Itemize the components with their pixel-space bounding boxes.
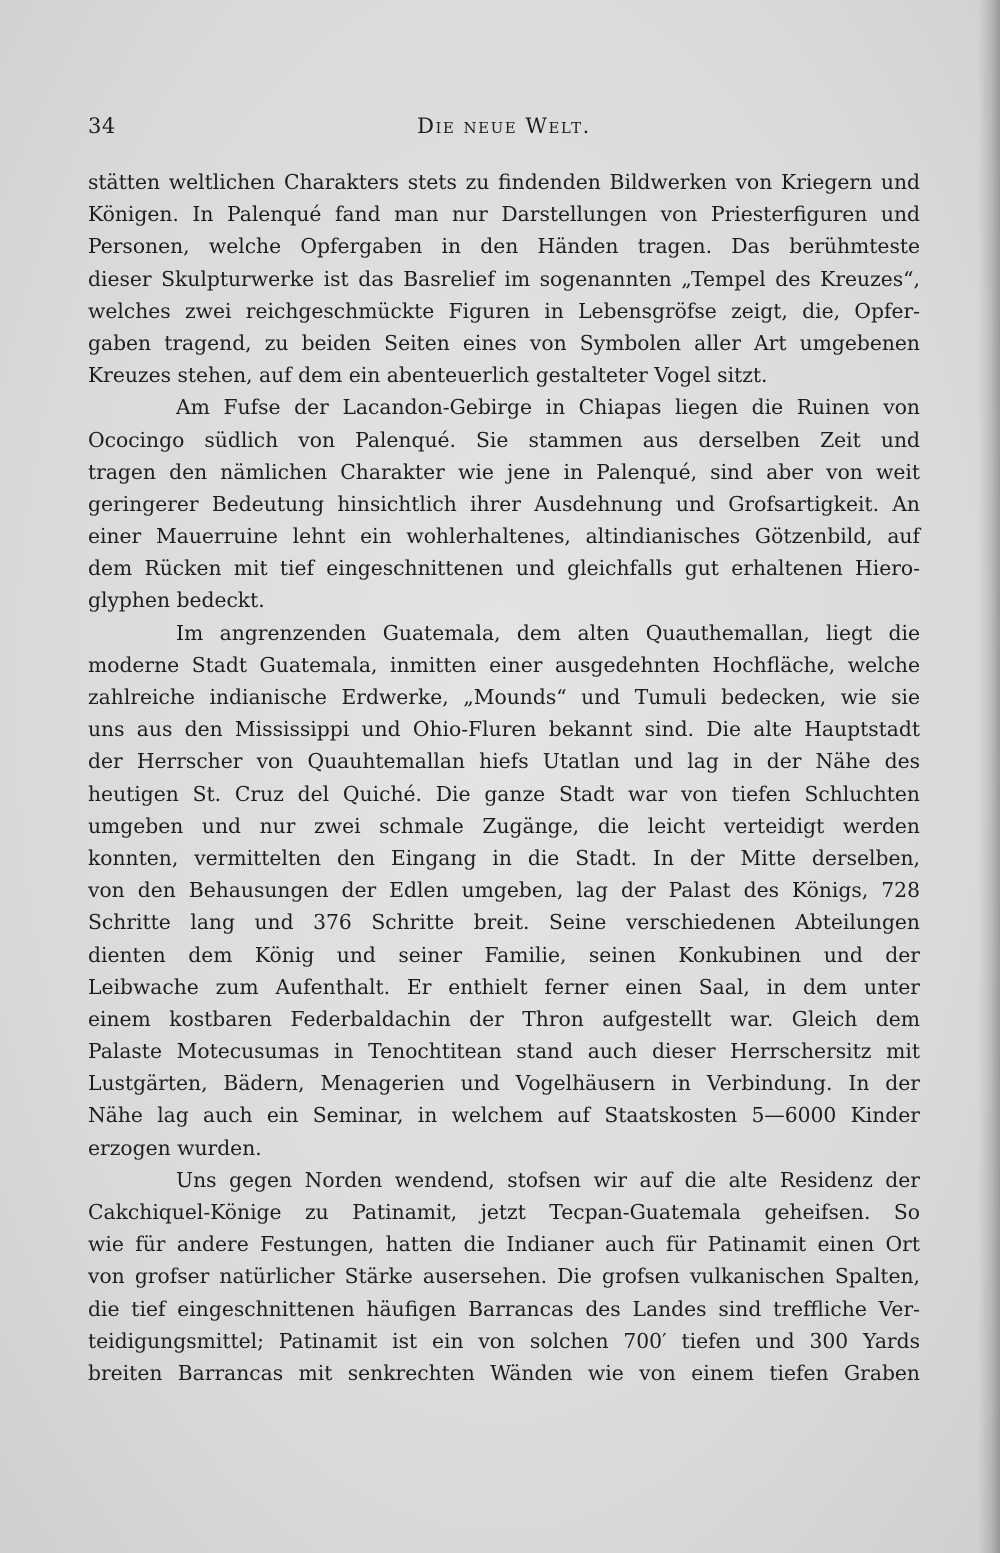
text-line: Nähe lag auch ein Seminar, in welchem auf Staatskosten 5—6000 Kinder <box>88 1103 920 1128</box>
text-line: der Herrscher von Quauhtemallan hiefs Utatlan und lag in der Nähe des <box>88 749 920 774</box>
paragraph-first-line: Am Fufse der Lacandon-Gebirge in Chiapas liegen die Ruinen von <box>176 395 920 420</box>
text-line: teidigungsmittel; Patinamit ist ein von solchen 700′ tiefen und 300 Yards <box>88 1328 920 1353</box>
text-line: Schritte lang und 376 Schritte breit. Seine verschiedenen Abteilungen <box>88 910 920 935</box>
page-edge-shadow <box>978 0 1000 1553</box>
paragraph-first-line: Im angrenzenden Guatemala, dem alten Quauthemallan, liegt die <box>176 620 920 645</box>
text-line: von den Behausungen der Edlen umgeben, lag der Palast des Königs, 728 <box>88 878 920 903</box>
page-header <box>88 114 920 144</box>
text-line: Personen, welche Opfergaben in den Händen tragen. Das berühmteste <box>88 234 920 259</box>
text-line: gaben tragend, zu beiden Seiten eines von Symbolen aller Art umgebenen <box>88 330 920 355</box>
text-line: konnten, vermittelten den Eingang in die Stadt. In der Mitte derselben, <box>88 845 920 870</box>
text-line: dieser Skulpturwerke ist das Basrelief im sogenannten „Tempel des Kreuzes“, <box>88 266 920 291</box>
text-line: heutigen St. Cruz del Quiché. Die ganze Stadt war von tiefen Schluchten <box>88 781 920 806</box>
text-line: die tief eingeschnittenen häufigen Barrancas des Landes sind treffliche Ver- <box>88 1296 920 1321</box>
text-line: Ococingo südlich von Palenqué. Sie stammen aus derselben Zeit und <box>88 427 920 452</box>
text-line: dienten dem König und seiner Familie, seinen Konkubinen und der <box>88 942 920 967</box>
running-head: Die neue Welt. <box>417 114 591 138</box>
text-line: erzogen wurden. <box>88 1135 262 1160</box>
text-line: glyphen bedeckt. <box>88 588 265 613</box>
text-line: breiten Barrancas mit senkrechten Wänden wie von einem tiefen Graben <box>88 1360 920 1385</box>
text-line: uns aus den Mississippi und Ohio-Fluren bekannt sind. Die alte Hauptstadt <box>88 717 920 742</box>
page-number: 34 <box>88 114 116 138</box>
text-line: welches zwei reichgeschmückte Figuren in Lebensgröfse zeigt, die, Opfer- <box>88 298 920 323</box>
text-line: wie für andere Festungen, hatten die Indianer auch für Patinamit einen Ort <box>88 1232 920 1257</box>
paragraph-first-line: Uns gegen Norden wendend, stofsen wir auf die alte Residenz der <box>176 1167 920 1192</box>
text-line: einer Mauerruine lehnt ein wohlerhaltenes, altindianisches Götzenbild, auf <box>88 524 920 549</box>
text-line: Leibwache zum Aufenthalt. Er enthielt ferner einen Saal, in dem unter <box>88 974 920 999</box>
text-line: stätten weltlichen Charakters stets zu findenden Bildwerken von Kriegern und <box>88 170 920 194</box>
text-line: umgeben und nur zwei schmale Zugänge, die leicht verteidigt werden <box>88 813 920 838</box>
text-line: dem Rücken mit tief eingeschnittenen und gleichfalls gut erhaltenen Hiero- <box>88 556 920 581</box>
text-line: moderne Stadt Guatemala, inmitten einer ausgedehnten Hochfläche, welche <box>88 652 920 677</box>
text-line: Königen. In Palenqué fand man nur Darstellungen von Priesterfiguren und <box>88 202 920 227</box>
text-line: von grofser natürlicher Stärke ausersehen. Die grofsen vulkanischen Spalten, <box>88 1264 920 1289</box>
text-line: zahlreiche indianische Erdwerke, „Mounds“ und Tumuli bedecken, wie sie <box>88 685 920 709</box>
body-text <box>88 166 920 1389</box>
text-line: Kreuzes stehen, auf dem ein abenteuerlich gestalteter Vogel sitzt. <box>88 363 768 388</box>
text-line: Palaste Motecusumas in Tenochtitean stand auch dieser Herrschersitz mit <box>88 1039 920 1064</box>
text-line: einem kostbaren Federbaldachin der Thron aufgestellt war. Gleich dem <box>88 1006 920 1031</box>
text-line: geringerer Bedeutung hinsichtlich ihrer Ausdehnung und Grofsartigkeit. An <box>88 491 920 516</box>
text-line: Lustgärten, Bädern, Menagerien und Vogelhäusern in Verbindung. In der <box>88 1071 920 1096</box>
text-line: Cakchiquel-Könige zu Patinamit, jetzt Tecpan-Guatemala geheifsen. So <box>88 1200 920 1224</box>
text-line: tragen den nämlichen Charakter wie jene in Palenqué, sind aber von weit <box>88 459 920 484</box>
